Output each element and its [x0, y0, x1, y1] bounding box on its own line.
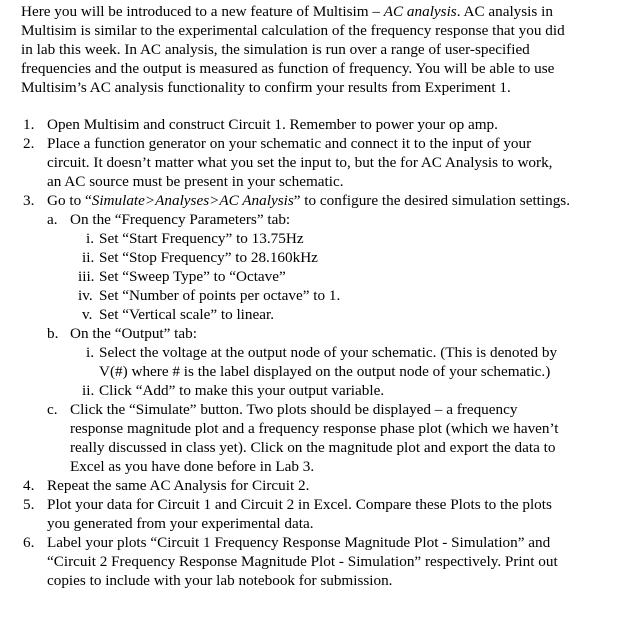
step-4-number: 4. [23, 477, 35, 494]
step-3a-iii-number: iii. [78, 268, 95, 285]
step-1-text: Open Multisim and construct Circuit 1. Remember to power your op amp. [47, 116, 498, 133]
step-3-number: 3. [23, 192, 35, 209]
step-3a-i-text: Set “Start Frequency” to 13.75Hz [99, 230, 304, 247]
step-3a-v-text: Set “Vertical scale” to linear. [99, 306, 274, 323]
step-3b-text: On the “Output” tab: [70, 325, 197, 342]
step-3-text: Go to “Simulate>Analyses>AC Analysis” to configure the desired simulation settings. [47, 192, 571, 209]
step-4-text: Repeat the same AC Analysis for Circuit 2. [47, 477, 310, 494]
step-3a-letter: a. [47, 211, 58, 228]
step-3b-ii-number: ii. [82, 382, 95, 399]
step-3c-line-3: really discussed in class yet). Click on the magnitude plot and export the data to [70, 439, 556, 456]
step-2-line-3: an AC source must be present in your schematic. [47, 173, 344, 190]
step-3a-ii-number: ii. [82, 249, 95, 266]
step-3b-ii-text: Click “Add” to make this your output variable. [99, 382, 385, 399]
step-3a-ii-text: Set “Stop Frequency” to 28.160kHz [99, 249, 318, 266]
step-3a-iv-number: iv. [78, 287, 93, 304]
menu-path: Simulate>Analyses>AC Analysis [91, 192, 294, 209]
step-2-number: 2. [23, 135, 35, 152]
step-6-line-3: copies to include with your lab notebook for submission. [47, 572, 393, 589]
step-5-line-1: Plot your data for Circuit 1 and Circuit 2 in Excel. Compare these Plots to the plots [47, 496, 552, 513]
intro-line-1: Here you will be introduced to a new feature of Multisim – AC analysis. AC analysis in [21, 3, 553, 20]
step-3a-iii-text: Set “Sweep Type” to “Octave” [99, 268, 286, 285]
step-6-line-2: “Circuit 2 Frequency Response Magnitude Plot - Simulation” respectively. Print out [47, 553, 558, 570]
step-3b-letter: b. [47, 325, 59, 342]
step-3c-line-4: Excel as you have done before in Lab 3. [70, 458, 315, 475]
step-3a-iv-text: Set “Number of points per octave” to 1. [99, 287, 341, 304]
step-3a-v-number: v. [82, 306, 93, 323]
intro-line-2: Multisim is similar to the experimental calculation of the frequency response that you did [21, 22, 565, 39]
step-5-line-2: you generated from your experimental data. [47, 515, 314, 532]
step-6-number: 6. [23, 534, 35, 551]
step-3b-i-line-2: V(#) where # is the label displayed on the output node of your schematic.) [99, 363, 551, 380]
intro-emphasis: AC analysis [383, 3, 457, 20]
step-3a-text: On the “Frequency Parameters” tab: [70, 211, 291, 228]
step-2-line-2: circuit. It doesn’t matter what you set the input to, but the for AC Analysis to work, [47, 154, 553, 171]
step-3c-line-2: response magnitude plot and a frequency response phase plot (which we haven’t [70, 420, 559, 437]
intro-line-3: in lab this week. In AC analysis, the simulation is run over a range of user-specified [21, 41, 530, 58]
step-3b-i-line-1: Select the voltage at the output node of your schematic. (This is denoted by [99, 344, 558, 361]
step-6-line-1: Label your plots “Circuit 1 Frequency Response Magnitude Plot - Simulation” and [47, 534, 551, 551]
step-3a-i-number: i. [86, 230, 95, 247]
step-2-line-1: Place a function generator on your schematic and connect it to the input of your [47, 135, 532, 152]
step-1-number: 1. [23, 116, 35, 133]
step-3c-letter: c. [47, 401, 58, 418]
step-3b-i-number: i. [86, 344, 95, 361]
step-3c-line-1: Click the “Simulate” button. Two plots should be displayed – a frequency [70, 401, 518, 418]
intro-line-4: frequencies and the output is measured as function of frequency. You will be able to use [21, 60, 555, 77]
intro-line-5: Multisim’s AC analysis functionality to confirm your results from Experiment 1. [21, 79, 511, 96]
step-5-number: 5. [23, 496, 35, 513]
